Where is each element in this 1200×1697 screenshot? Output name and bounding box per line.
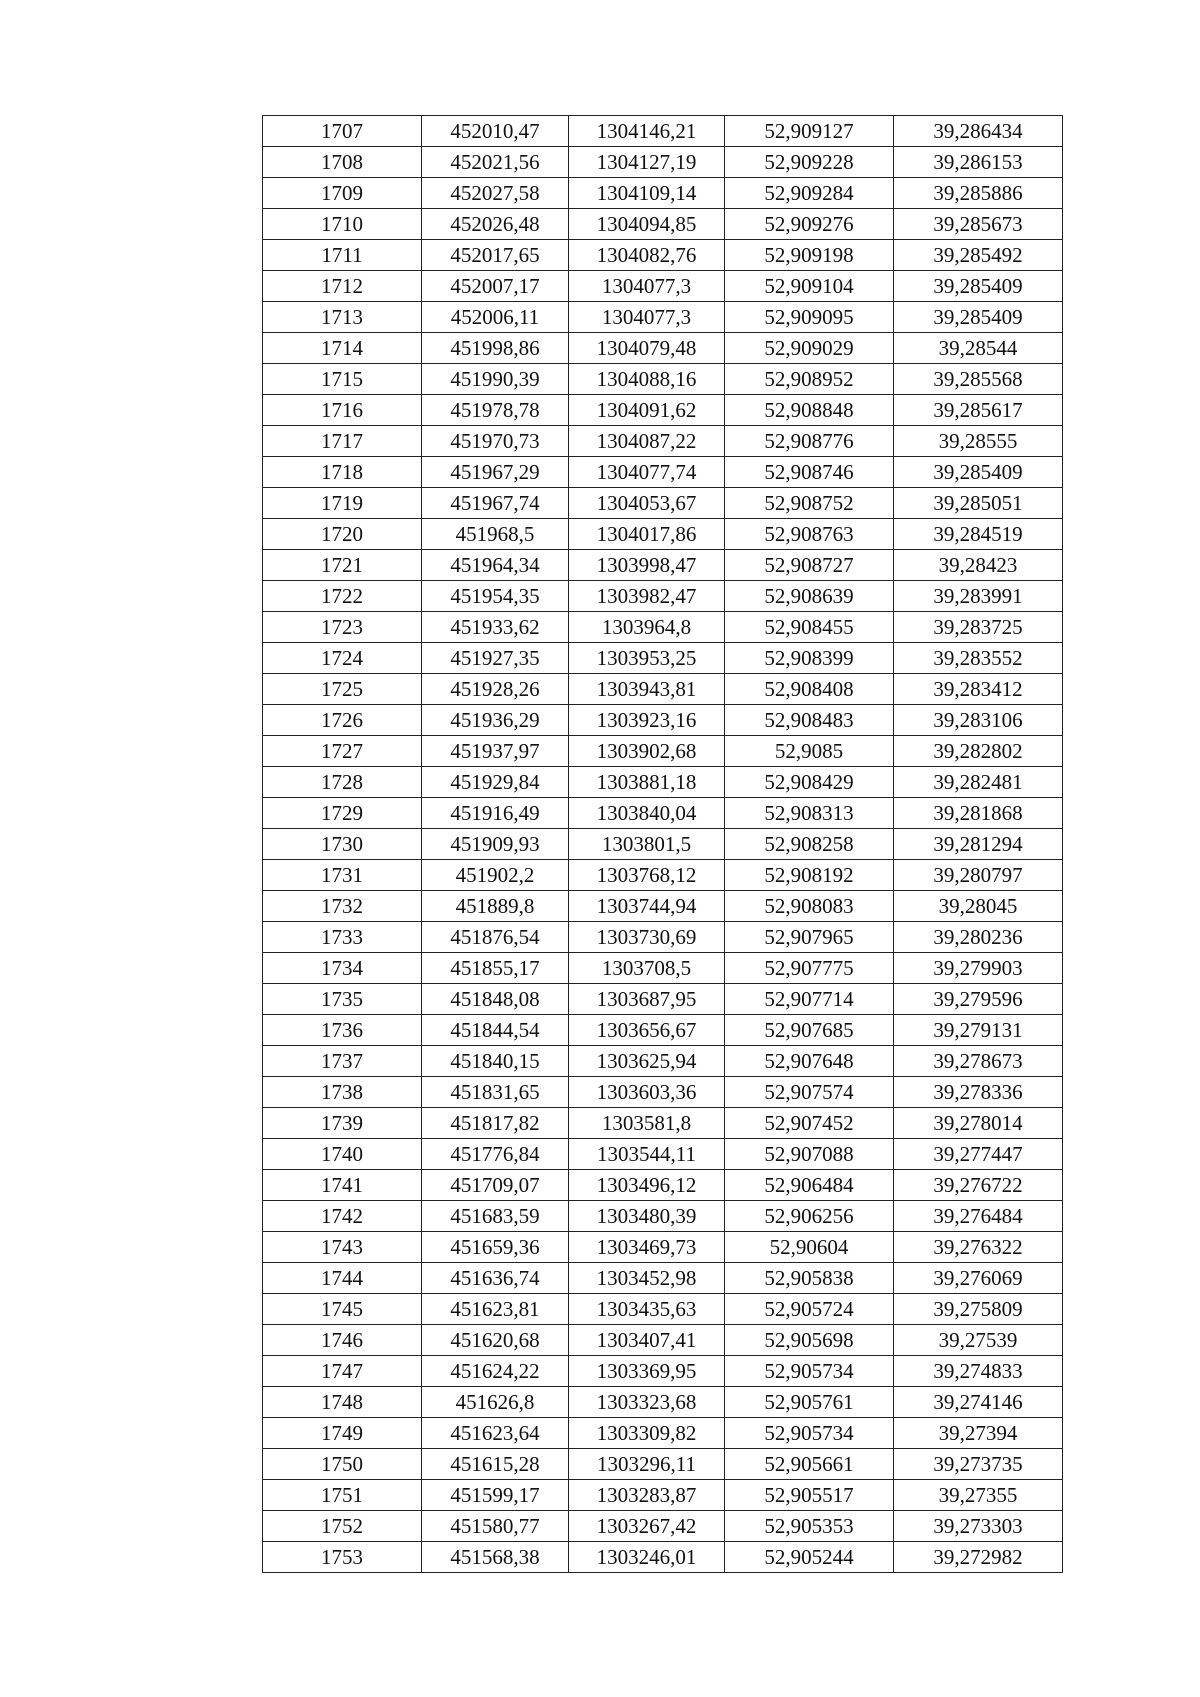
- latitude-cell: 52,905517: [725, 1480, 894, 1511]
- longitude-cell: 39,279903: [894, 953, 1063, 984]
- coordinates-table-body: [263, 116, 1063, 1573]
- latitude-cell: 52,908455: [725, 612, 894, 643]
- table-row: [263, 736, 1063, 767]
- x-coordinate-cell: 451968,5: [422, 519, 569, 550]
- y-coordinate-cell: 1303469,73: [569, 1232, 725, 1263]
- latitude-cell: 52,905838: [725, 1263, 894, 1294]
- longitude-cell: 39,28555: [894, 426, 1063, 457]
- longitude-cell: 39,276069: [894, 1263, 1063, 1294]
- latitude-cell: 52,907965: [725, 922, 894, 953]
- point-number-cell: 1721: [263, 550, 422, 581]
- longitude-cell: 39,276322: [894, 1232, 1063, 1263]
- x-coordinate-cell: 452027,58: [422, 178, 569, 209]
- x-coordinate-cell: 451817,82: [422, 1108, 569, 1139]
- point-number-cell: 1712: [263, 271, 422, 302]
- latitude-cell: 52,906256: [725, 1201, 894, 1232]
- longitude-cell: 39,273735: [894, 1449, 1063, 1480]
- table-row: [263, 829, 1063, 860]
- latitude-cell: 52,909198: [725, 240, 894, 271]
- y-coordinate-cell: 1303881,18: [569, 767, 725, 798]
- latitude-cell: 52,908776: [725, 426, 894, 457]
- table-row: [263, 1232, 1063, 1263]
- table-row: [263, 1294, 1063, 1325]
- longitude-cell: 39,282802: [894, 736, 1063, 767]
- longitude-cell: 39,286153: [894, 147, 1063, 178]
- x-coordinate-cell: 451580,77: [422, 1511, 569, 1542]
- point-number-cell: 1736: [263, 1015, 422, 1046]
- x-coordinate-cell: 451927,35: [422, 643, 569, 674]
- longitude-cell: 39,281294: [894, 829, 1063, 860]
- y-coordinate-cell: 1304079,48: [569, 333, 725, 364]
- latitude-cell: 52,907714: [725, 984, 894, 1015]
- y-coordinate-cell: 1303296,11: [569, 1449, 725, 1480]
- table-row: [263, 1046, 1063, 1077]
- latitude-cell: 52,907648: [725, 1046, 894, 1077]
- y-coordinate-cell: 1304087,22: [569, 426, 725, 457]
- longitude-cell: 39,281868: [894, 798, 1063, 829]
- x-coordinate-cell: 452007,17: [422, 271, 569, 302]
- longitude-cell: 39,276722: [894, 1170, 1063, 1201]
- table-row: [263, 643, 1063, 674]
- point-number-cell: 1727: [263, 736, 422, 767]
- point-number-cell: 1722: [263, 581, 422, 612]
- longitude-cell: 39,283412: [894, 674, 1063, 705]
- y-coordinate-cell: 1304094,85: [569, 209, 725, 240]
- y-coordinate-cell: 1303953,25: [569, 643, 725, 674]
- point-number-cell: 1744: [263, 1263, 422, 1294]
- y-coordinate-cell: 1303267,42: [569, 1511, 725, 1542]
- table-row: [263, 953, 1063, 984]
- x-coordinate-cell: 451970,73: [422, 426, 569, 457]
- table-row: [263, 798, 1063, 829]
- x-coordinate-cell: 451620,68: [422, 1325, 569, 1356]
- x-coordinate-cell: 451683,59: [422, 1201, 569, 1232]
- table-row: [263, 1015, 1063, 1046]
- latitude-cell: 52,908399: [725, 643, 894, 674]
- point-number-cell: 1711: [263, 240, 422, 271]
- table-row: [263, 488, 1063, 519]
- longitude-cell: 39,273303: [894, 1511, 1063, 1542]
- table-row: [263, 767, 1063, 798]
- longitude-cell: 39,28544: [894, 333, 1063, 364]
- latitude-cell: 52,906484: [725, 1170, 894, 1201]
- longitude-cell: 39,28045: [894, 891, 1063, 922]
- point-number-cell: 1740: [263, 1139, 422, 1170]
- point-number-cell: 1731: [263, 860, 422, 891]
- latitude-cell: 52,907452: [725, 1108, 894, 1139]
- point-number-cell: 1730: [263, 829, 422, 860]
- table-row: [263, 395, 1063, 426]
- point-number-cell: 1752: [263, 1511, 422, 1542]
- point-number-cell: 1729: [263, 798, 422, 829]
- longitude-cell: 39,283106: [894, 705, 1063, 736]
- latitude-cell: 52,908429: [725, 767, 894, 798]
- longitude-cell: 39,276484: [894, 1201, 1063, 1232]
- y-coordinate-cell: 1303407,41: [569, 1325, 725, 1356]
- point-number-cell: 1734: [263, 953, 422, 984]
- longitude-cell: 39,285409: [894, 271, 1063, 302]
- latitude-cell: 52,905734: [725, 1418, 894, 1449]
- table-row: [263, 891, 1063, 922]
- x-coordinate-cell: 451954,35: [422, 581, 569, 612]
- y-coordinate-cell: 1303998,47: [569, 550, 725, 581]
- point-number-cell: 1718: [263, 457, 422, 488]
- point-number-cell: 1738: [263, 1077, 422, 1108]
- x-coordinate-cell: 451964,34: [422, 550, 569, 581]
- point-number-cell: 1723: [263, 612, 422, 643]
- point-number-cell: 1709: [263, 178, 422, 209]
- x-coordinate-cell: 451844,54: [422, 1015, 569, 1046]
- x-coordinate-cell: 452021,56: [422, 147, 569, 178]
- longitude-cell: 39,279131: [894, 1015, 1063, 1046]
- latitude-cell: 52,909127: [725, 116, 894, 147]
- x-coordinate-cell: 451909,93: [422, 829, 569, 860]
- longitude-cell: 39,280236: [894, 922, 1063, 953]
- y-coordinate-cell: 1303435,63: [569, 1294, 725, 1325]
- point-number-cell: 1741: [263, 1170, 422, 1201]
- x-coordinate-cell: 451937,97: [422, 736, 569, 767]
- longitude-cell: 39,285409: [894, 302, 1063, 333]
- latitude-cell: 52,909029: [725, 333, 894, 364]
- y-coordinate-cell: 1303625,94: [569, 1046, 725, 1077]
- longitude-cell: 39,284519: [894, 519, 1063, 550]
- latitude-cell: 52,908083: [725, 891, 894, 922]
- x-coordinate-cell: 451776,84: [422, 1139, 569, 1170]
- longitude-cell: 39,274146: [894, 1387, 1063, 1418]
- table-row: [263, 674, 1063, 705]
- latitude-cell: 52,909284: [725, 178, 894, 209]
- point-number-cell: 1719: [263, 488, 422, 519]
- latitude-cell: 52,907775: [725, 953, 894, 984]
- x-coordinate-cell: 451626,8: [422, 1387, 569, 1418]
- x-coordinate-cell: 451840,15: [422, 1046, 569, 1077]
- point-number-cell: 1714: [263, 333, 422, 364]
- latitude-cell: 52,905698: [725, 1325, 894, 1356]
- longitude-cell: 39,27355: [894, 1480, 1063, 1511]
- longitude-cell: 39,277447: [894, 1139, 1063, 1170]
- x-coordinate-cell: 451659,36: [422, 1232, 569, 1263]
- latitude-cell: 52,908848: [725, 395, 894, 426]
- table-row: [263, 1418, 1063, 1449]
- longitude-cell: 39,283725: [894, 612, 1063, 643]
- latitude-cell: 52,905724: [725, 1294, 894, 1325]
- table-row: [263, 147, 1063, 178]
- table-row: [263, 1170, 1063, 1201]
- longitude-cell: 39,282481: [894, 767, 1063, 798]
- x-coordinate-cell: 451855,17: [422, 953, 569, 984]
- table-row: [263, 333, 1063, 364]
- point-number-cell: 1713: [263, 302, 422, 333]
- longitude-cell: 39,280797: [894, 860, 1063, 891]
- table-row: [263, 519, 1063, 550]
- latitude-cell: 52,908727: [725, 550, 894, 581]
- point-number-cell: 1716: [263, 395, 422, 426]
- y-coordinate-cell: 1303246,01: [569, 1542, 725, 1573]
- latitude-cell: 52,908952: [725, 364, 894, 395]
- y-coordinate-cell: 1303656,67: [569, 1015, 725, 1046]
- point-number-cell: 1735: [263, 984, 422, 1015]
- x-coordinate-cell: 451831,65: [422, 1077, 569, 1108]
- point-number-cell: 1707: [263, 116, 422, 147]
- x-coordinate-cell: 451902,2: [422, 860, 569, 891]
- point-number-cell: 1725: [263, 674, 422, 705]
- point-number-cell: 1726: [263, 705, 422, 736]
- longitude-cell: 39,272982: [894, 1542, 1063, 1573]
- x-coordinate-cell: 451936,29: [422, 705, 569, 736]
- table-row: [263, 1449, 1063, 1480]
- latitude-cell: 52,908746: [725, 457, 894, 488]
- latitude-cell: 52,905661: [725, 1449, 894, 1480]
- latitude-cell: 52,90604: [725, 1232, 894, 1263]
- y-coordinate-cell: 1304077,74: [569, 457, 725, 488]
- latitude-cell: 52,907685: [725, 1015, 894, 1046]
- y-coordinate-cell: 1303581,8: [569, 1108, 725, 1139]
- y-coordinate-cell: 1303943,81: [569, 674, 725, 705]
- table-row: [263, 178, 1063, 209]
- y-coordinate-cell: 1303452,98: [569, 1263, 725, 1294]
- table-row: [263, 209, 1063, 240]
- y-coordinate-cell: 1303687,95: [569, 984, 725, 1015]
- y-coordinate-cell: 1303480,39: [569, 1201, 725, 1232]
- table-row: [263, 1325, 1063, 1356]
- point-number-cell: 1728: [263, 767, 422, 798]
- y-coordinate-cell: 1303964,8: [569, 612, 725, 643]
- longitude-cell: 39,285051: [894, 488, 1063, 519]
- latitude-cell: 52,905734: [725, 1356, 894, 1387]
- longitude-cell: 39,28423: [894, 550, 1063, 581]
- latitude-cell: 52,905353: [725, 1511, 894, 1542]
- point-number-cell: 1751: [263, 1480, 422, 1511]
- y-coordinate-cell: 1304109,14: [569, 178, 725, 209]
- point-number-cell: 1753: [263, 1542, 422, 1573]
- y-coordinate-cell: 1304017,86: [569, 519, 725, 550]
- latitude-cell: 52,905244: [725, 1542, 894, 1573]
- longitude-cell: 39,27394: [894, 1418, 1063, 1449]
- longitude-cell: 39,278014: [894, 1108, 1063, 1139]
- x-coordinate-cell: 451615,28: [422, 1449, 569, 1480]
- table-row: [263, 1480, 1063, 1511]
- point-number-cell: 1708: [263, 147, 422, 178]
- longitude-cell: 39,285492: [894, 240, 1063, 271]
- y-coordinate-cell: 1303768,12: [569, 860, 725, 891]
- latitude-cell: 52,907574: [725, 1077, 894, 1108]
- table-row: [263, 240, 1063, 271]
- y-coordinate-cell: 1304077,3: [569, 302, 725, 333]
- y-coordinate-cell: 1304146,21: [569, 116, 725, 147]
- latitude-cell: 52,908483: [725, 705, 894, 736]
- y-coordinate-cell: 1303902,68: [569, 736, 725, 767]
- latitude-cell: 52,909095: [725, 302, 894, 333]
- y-coordinate-cell: 1303603,36: [569, 1077, 725, 1108]
- x-coordinate-cell: 452010,47: [422, 116, 569, 147]
- y-coordinate-cell: 1303544,11: [569, 1139, 725, 1170]
- longitude-cell: 39,283991: [894, 581, 1063, 612]
- longitude-cell: 39,285673: [894, 209, 1063, 240]
- table-row: [263, 984, 1063, 1015]
- longitude-cell: 39,285568: [894, 364, 1063, 395]
- y-coordinate-cell: 1303708,5: [569, 953, 725, 984]
- y-coordinate-cell: 1303496,12: [569, 1170, 725, 1201]
- point-number-cell: 1715: [263, 364, 422, 395]
- latitude-cell: 52,908258: [725, 829, 894, 860]
- y-coordinate-cell: 1304088,16: [569, 364, 725, 395]
- table-row: [263, 550, 1063, 581]
- table-row: [263, 1356, 1063, 1387]
- table-row: [263, 1139, 1063, 1170]
- y-coordinate-cell: 1304053,67: [569, 488, 725, 519]
- x-coordinate-cell: 451848,08: [422, 984, 569, 1015]
- point-number-cell: 1720: [263, 519, 422, 550]
- y-coordinate-cell: 1303923,16: [569, 705, 725, 736]
- y-coordinate-cell: 1303283,87: [569, 1480, 725, 1511]
- longitude-cell: 39,278336: [894, 1077, 1063, 1108]
- table-row: [263, 1201, 1063, 1232]
- latitude-cell: 52,909276: [725, 209, 894, 240]
- y-coordinate-cell: 1303744,94: [569, 891, 725, 922]
- x-coordinate-cell: 451889,8: [422, 891, 569, 922]
- point-number-cell: 1746: [263, 1325, 422, 1356]
- y-coordinate-cell: 1303730,69: [569, 922, 725, 953]
- point-number-cell: 1743: [263, 1232, 422, 1263]
- table-row: [263, 271, 1063, 302]
- table-row: [263, 581, 1063, 612]
- table-row: [263, 364, 1063, 395]
- y-coordinate-cell: 1303323,68: [569, 1387, 725, 1418]
- x-coordinate-cell: 451876,54: [422, 922, 569, 953]
- longitude-cell: 39,283552: [894, 643, 1063, 674]
- y-coordinate-cell: 1304077,3: [569, 271, 725, 302]
- table-row: [263, 1511, 1063, 1542]
- x-coordinate-cell: 452017,65: [422, 240, 569, 271]
- latitude-cell: 52,908752: [725, 488, 894, 519]
- longitude-cell: 39,275809: [894, 1294, 1063, 1325]
- table-row: [263, 860, 1063, 891]
- point-number-cell: 1748: [263, 1387, 422, 1418]
- table-row: [263, 457, 1063, 488]
- table-row: [263, 302, 1063, 333]
- x-coordinate-cell: 451624,22: [422, 1356, 569, 1387]
- point-number-cell: 1733: [263, 922, 422, 953]
- y-coordinate-cell: 1303309,82: [569, 1418, 725, 1449]
- x-coordinate-cell: 451623,81: [422, 1294, 569, 1325]
- longitude-cell: 39,274833: [894, 1356, 1063, 1387]
- x-coordinate-cell: 451709,07: [422, 1170, 569, 1201]
- table-row: [263, 1387, 1063, 1418]
- point-number-cell: 1732: [263, 891, 422, 922]
- y-coordinate-cell: 1303369,95: [569, 1356, 725, 1387]
- latitude-cell: 52,907088: [725, 1139, 894, 1170]
- longitude-cell: 39,27539: [894, 1325, 1063, 1356]
- x-coordinate-cell: 451623,64: [422, 1418, 569, 1449]
- table-row: [263, 116, 1063, 147]
- latitude-cell: 52,9085: [725, 736, 894, 767]
- x-coordinate-cell: 451933,62: [422, 612, 569, 643]
- longitude-cell: 39,286434: [894, 116, 1063, 147]
- point-number-cell: 1747: [263, 1356, 422, 1387]
- table-row: [263, 922, 1063, 953]
- x-coordinate-cell: 452006,11: [422, 302, 569, 333]
- point-number-cell: 1710: [263, 209, 422, 240]
- point-number-cell: 1717: [263, 426, 422, 457]
- latitude-cell: 52,909228: [725, 147, 894, 178]
- coordinates-table: [262, 115, 1063, 1573]
- point-number-cell: 1749: [263, 1418, 422, 1449]
- y-coordinate-cell: 1303982,47: [569, 581, 725, 612]
- point-number-cell: 1737: [263, 1046, 422, 1077]
- longitude-cell: 39,285886: [894, 178, 1063, 209]
- x-coordinate-cell: 451568,38: [422, 1542, 569, 1573]
- table-row: [263, 705, 1063, 736]
- x-coordinate-cell: 451967,29: [422, 457, 569, 488]
- x-coordinate-cell: 451929,84: [422, 767, 569, 798]
- x-coordinate-cell: 451990,39: [422, 364, 569, 395]
- x-coordinate-cell: 451978,78: [422, 395, 569, 426]
- latitude-cell: 52,908192: [725, 860, 894, 891]
- x-coordinate-cell: 451928,26: [422, 674, 569, 705]
- table-row: [263, 1263, 1063, 1294]
- y-coordinate-cell: 1303840,04: [569, 798, 725, 829]
- longitude-cell: 39,285409: [894, 457, 1063, 488]
- y-coordinate-cell: 1303801,5: [569, 829, 725, 860]
- x-coordinate-cell: 452026,48: [422, 209, 569, 240]
- x-coordinate-cell: 451636,74: [422, 1263, 569, 1294]
- latitude-cell: 52,905761: [725, 1387, 894, 1418]
- y-coordinate-cell: 1304082,76: [569, 240, 725, 271]
- table-row: [263, 426, 1063, 457]
- table-row: [263, 1542, 1063, 1573]
- longitude-cell: 39,285617: [894, 395, 1063, 426]
- longitude-cell: 39,279596: [894, 984, 1063, 1015]
- x-coordinate-cell: 451916,49: [422, 798, 569, 829]
- latitude-cell: 52,908408: [725, 674, 894, 705]
- x-coordinate-cell: 451967,74: [422, 488, 569, 519]
- table-row: [263, 612, 1063, 643]
- longitude-cell: 39,278673: [894, 1046, 1063, 1077]
- latitude-cell: 52,908639: [725, 581, 894, 612]
- y-coordinate-cell: 1304127,19: [569, 147, 725, 178]
- x-coordinate-cell: 451599,17: [422, 1480, 569, 1511]
- table-row: [263, 1108, 1063, 1139]
- x-coordinate-cell: 451998,86: [422, 333, 569, 364]
- point-number-cell: 1742: [263, 1201, 422, 1232]
- point-number-cell: 1724: [263, 643, 422, 674]
- y-coordinate-cell: 1304091,62: [569, 395, 725, 426]
- table-row: [263, 1077, 1063, 1108]
- latitude-cell: 52,908313: [725, 798, 894, 829]
- latitude-cell: 52,909104: [725, 271, 894, 302]
- point-number-cell: 1745: [263, 1294, 422, 1325]
- point-number-cell: 1750: [263, 1449, 422, 1480]
- point-number-cell: 1739: [263, 1108, 422, 1139]
- latitude-cell: 52,908763: [725, 519, 894, 550]
